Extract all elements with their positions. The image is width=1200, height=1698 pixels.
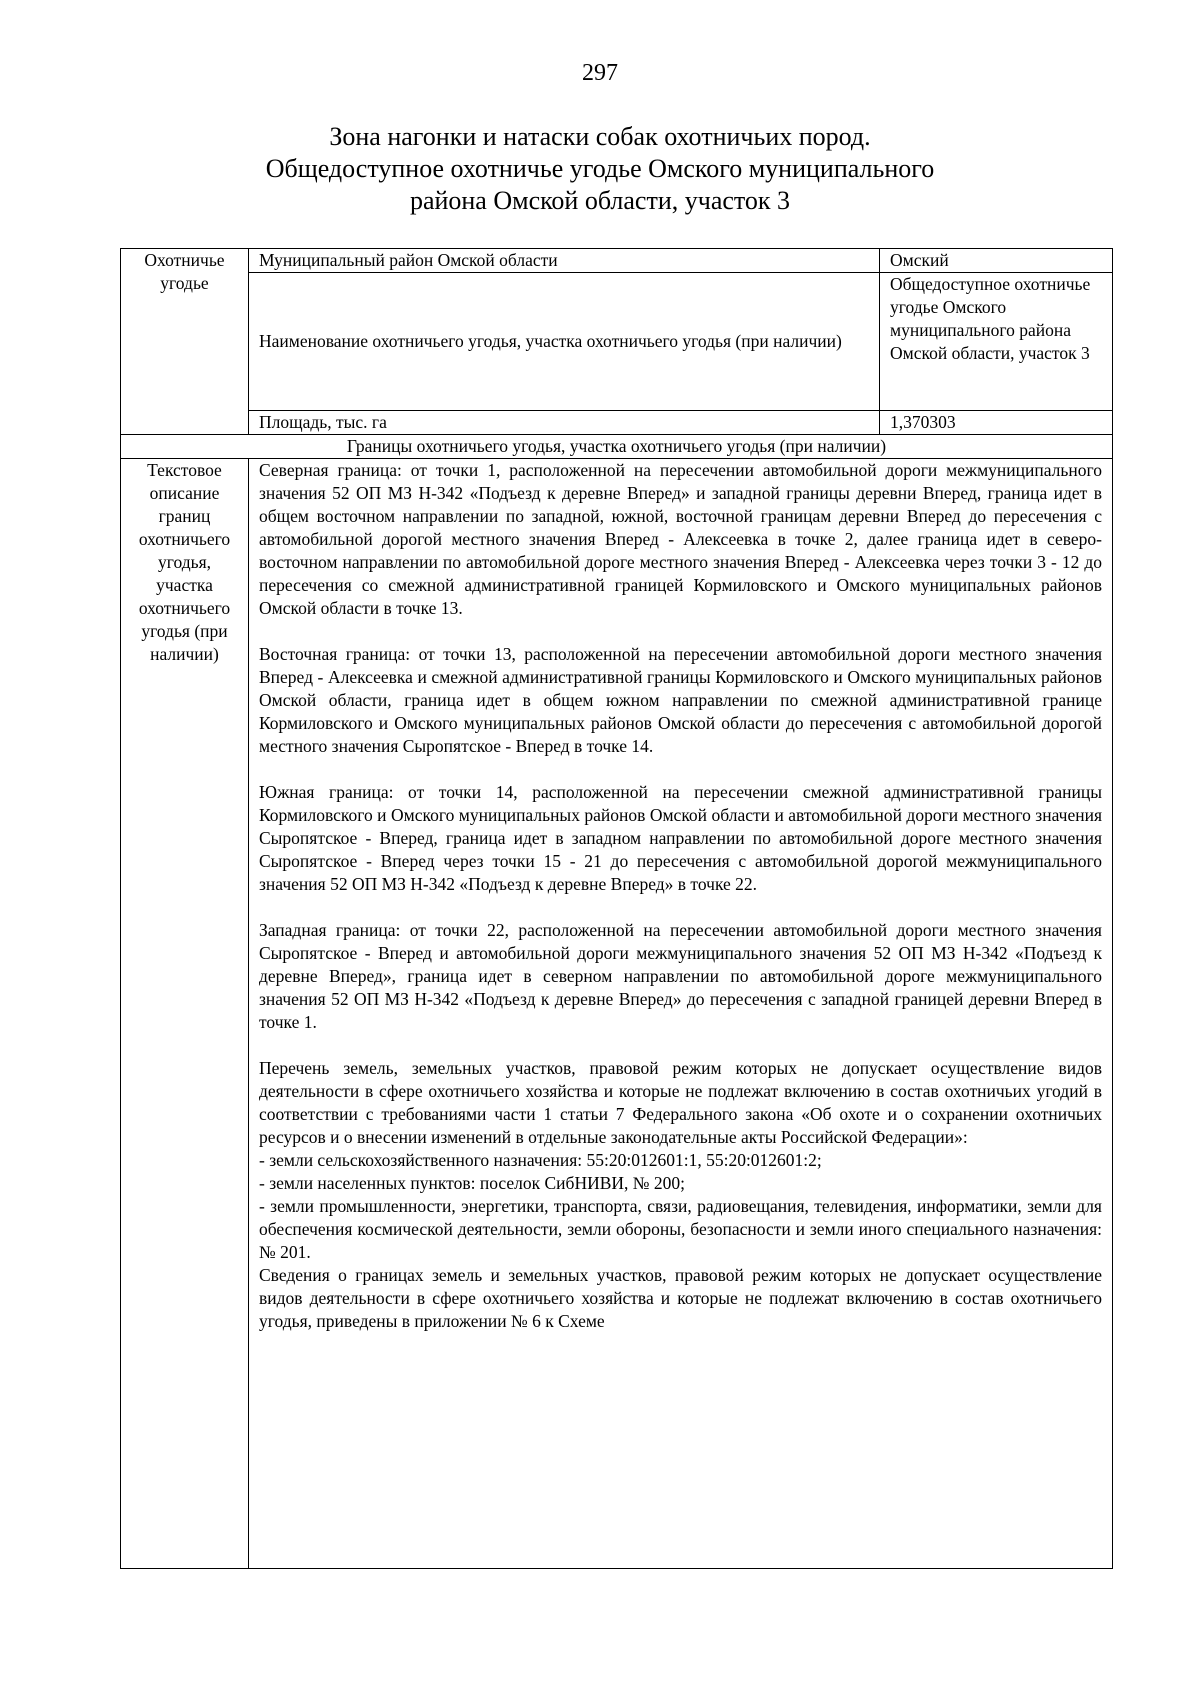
municipal-district-value: Омский <box>880 249 1113 273</box>
document-title <box>200 121 1000 217</box>
title-line-2: Общедоступное охотничье угодье Омского муниципального <box>265 154 935 183</box>
description-label: Текстовое описание границ охотничьего угодья, участка охотничьего угодья (при наличии) <box>121 459 249 1569</box>
title-line-1: Зона нагонки и натаски собак охотничьих пород. <box>329 122 871 151</box>
south-boundary-text: Южная граница: от точки 14, расположенной на пересечении смежной административной границы Кормиловского и Омского муниципальных районов Омской области и автомобильной дороги местного значения Сыропятское - Вперед, граница идет в западном направлении по автомобильной дороге местного значения Сыропятское - Вперед через точки 15 - 21 до пересечения с автомобильной дорогой межмуниципального значения 52 ОП МЗ Н-342 «Подъезд к деревне Вперед» в точке 22. <box>259 782 1102 894</box>
title-line-3: района Омской области, участок 3 <box>409 186 791 215</box>
municipal-district-label: Муниципальный район Омской области <box>249 249 880 273</box>
hunting-ground-label: Охотничье угодье <box>121 249 249 435</box>
table-row <box>121 459 1113 1569</box>
table-row <box>121 273 1113 411</box>
table-row <box>121 249 1113 273</box>
excluded-lands-intro: Перечень земель, земельных участков, правовой режим которых не допускает осуществление видов деятельности в сфере охотничьего хозяйства и которые не подлежат включению в состав охотничьих угодий в соответствии с требованиями части 1 статьи 7 Федерального закона «Об охоте и о сохранении охотничьих ресурсов и о внесении изменений в отдельные законодательные акты Российской Федерации»: <box>259 1058 1102 1147</box>
agricultural-lands-item: - земли сельскохозяйственного назначения: 55:20:012601:1, 55:20:012601:2; <box>259 1150 822 1170</box>
lands-reference-text: Сведения о границах земель и земельных участков, правовой режим которых не допускает осуществление видов деятельности в сфере охотничьего хозяйства и которые не подлежат включению в состав охотничьего угодья, приведены в приложении № 6 к Схеме <box>259 1265 1102 1331</box>
table-row <box>121 411 1113 435</box>
north-boundary-text: Северная граница: от точки 1, расположенной на пересечении автомобильной дороги межмуниципального значения 52 ОП МЗ Н-342 «Подъезд к деревне Вперед» и западной границы деревни Вперед, граница идет в общем восточном направлении по западной, южной, восточной границам деревни Вперед до пересечения с автомобильной дорогой местного значения Вперед - Алексеевка в точке 2, далее граница идет в северо-восточном направлении по автомобильной дороге местного значения Вперед - Алексеевка через точки 3 - 12 до пересечения со смежной административной границей Кормиловского и Омского муниципальных районов Омской области в точке 13. <box>259 460 1102 618</box>
boundaries-header: Границы охотничьего угодья, участка охотничьего угодья (при наличии) <box>121 435 1113 459</box>
ground-name-value: Общедоступное охотничье угодье Омского муниципального района Омской области, участок 3 <box>880 273 1113 411</box>
page-number: 297 <box>582 60 618 86</box>
boundary-description <box>249 459 1113 1569</box>
area-label: Площадь, тыс. га <box>249 411 880 435</box>
table-row <box>121 435 1113 459</box>
settlement-lands-item: - земли населенных пунктов: поселок СибНИВИ, № 200; <box>259 1173 685 1193</box>
east-boundary-text: Восточная граница: от точки 13, расположенной на пересечении автомобильной дороги местного значения Вперед - Алексеевка и смежной административной границы Кормиловского и Омского муниципальных районов Омской области, граница идет в общем южном направлении по смежной административной границе Кормиловского и Омского муниципальных районов Омской области до пересечения с автомобильной дорогой местного значения Сыропятское - Вперед в точке 14. <box>259 644 1102 756</box>
west-boundary-text: Западная граница: от точки 22, расположенной на пересечении автомобильной дороги местного значения Сыропятское - Вперед и автомобильной дороги межмуниципального значения 52 ОП МЗ Н-342 «Подъезд к деревне Вперед», граница идет в северном направлении по автомобильной дороге межмуниципального значения 52 ОП МЗ Н-342 «Подъезд к деревне Вперед» до пересечения с западной границей деревни Вперед в точке 1. <box>259 920 1102 1032</box>
hunting-ground-table <box>120 248 1113 1569</box>
ground-name-label: Наименование охотничьего угодья, участка охотничьего угодья (при наличии) <box>249 273 880 411</box>
industrial-lands-item: - земли промышленности, энергетики, транспорта, связи, радиовещания, телевидения, информатики, земли для обеспечения космической деятельности, земли обороны, безопасности и земли иного специального назначения: № 201. <box>259 1196 1102 1262</box>
area-value: 1,370303 <box>880 411 1113 435</box>
